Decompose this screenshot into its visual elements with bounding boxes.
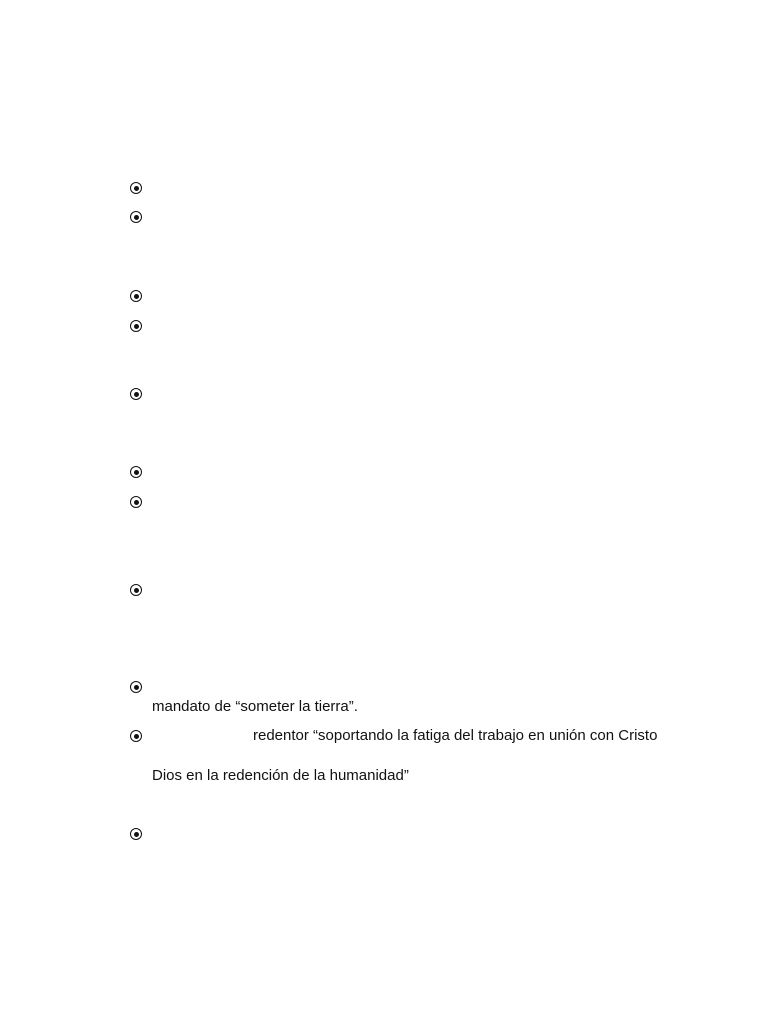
bullet-icon — [130, 466, 142, 478]
bullet-icon — [130, 388, 142, 400]
body-text-line: Dios en la redención de la humanidad” — [152, 767, 409, 784]
bullet-icon — [130, 584, 142, 596]
bullet-icon — [130, 496, 142, 508]
bullet-icon — [130, 320, 142, 332]
bullet-icon — [130, 290, 142, 302]
bullet-icon — [130, 681, 142, 693]
body-text-line: mandato de “someter la tierra”. — [152, 698, 358, 715]
bullet-icon — [130, 730, 142, 742]
bullet-icon — [130, 828, 142, 840]
body-text-line: redentor “soportando la fatiga del trabajo en unión con Cristo — [253, 727, 658, 744]
bullet-icon — [130, 211, 142, 223]
bullet-icon — [130, 182, 142, 194]
